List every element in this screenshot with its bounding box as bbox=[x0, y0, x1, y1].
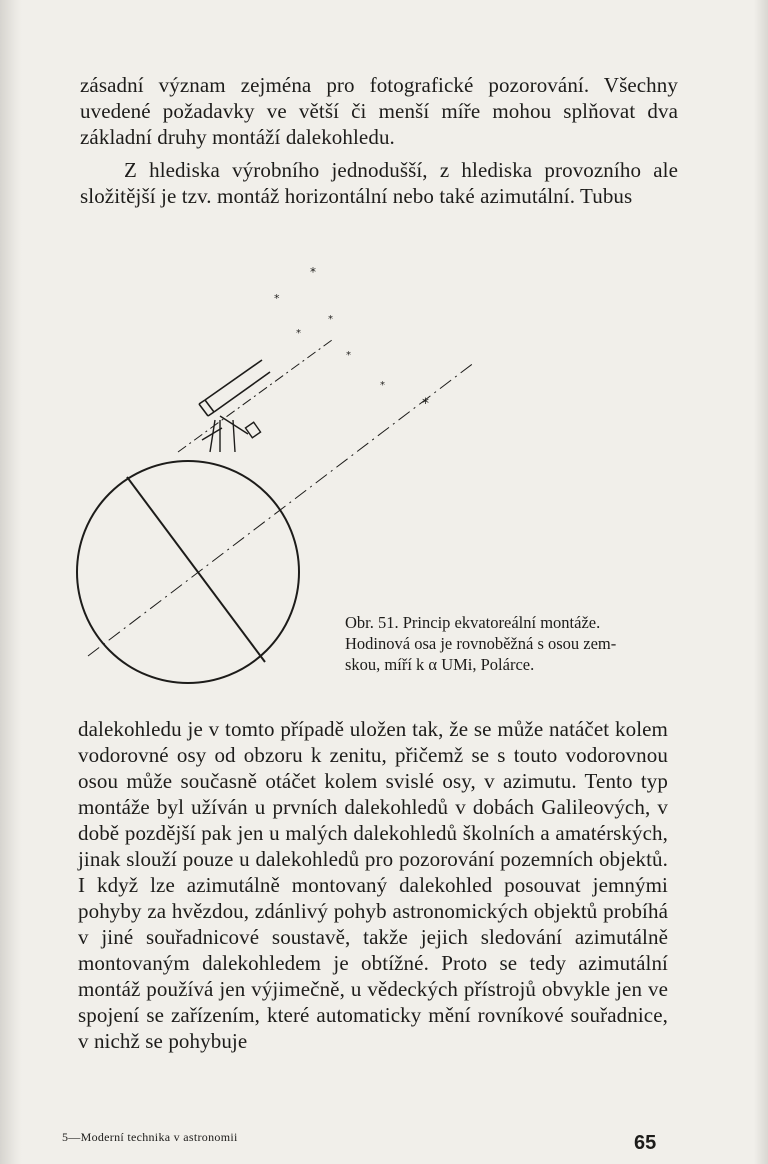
earth-circle bbox=[77, 461, 299, 683]
page-edge-left bbox=[0, 0, 22, 1164]
telescope-mount bbox=[202, 416, 261, 452]
figure-caption bbox=[345, 612, 675, 675]
star-icon: * bbox=[274, 292, 280, 305]
running-footer-title: 5—Moderní technika v astronomii bbox=[62, 1130, 238, 1144]
star-icon: * bbox=[296, 328, 301, 339]
page-edge-right bbox=[754, 0, 768, 1164]
stars bbox=[274, 265, 429, 412]
paragraph-bottom: dalekohledu je v tomto případě uložen tak, že se může natáčet kolem vodorovné osy od obzoru k zenitu, přičemž se s touto vodorovnou osou může současně otáčet kolem svislé osy, v azimutu. Tento typ montáže byl užíván u prvních dalekohledů v dobách Galileových, v době pozdější pak jen u malých dalekohledů školních a amatérských, jinak slouží pouze u dalekohledů pro pozorování pozemních objektů. I když lze azimutálně montovaný dalekohled posouvat jemnými pohyby za hvězdou, zdánlivý pohyb astronomických objektů probíhá v jiné souřadnicové soustavě, takže jejich sledování azimutálně montovaným dalekohledem je obtížné. Proto se tedy azimutální montáž používá jen výjimečně, u vědeckých přístrojů obvykle jen ve spojení se zařízením, které automaticky mění rovníkové souřadnice, v nichž se pohybuje bbox=[78, 717, 668, 1053]
earth-axis-line bbox=[127, 477, 265, 662]
star-icon: * bbox=[346, 350, 351, 361]
caption-line: skou, míří k α UMi, Polárce. bbox=[345, 655, 535, 674]
star-icon-polaris: * bbox=[422, 396, 429, 412]
paragraph-top: zásadní význam zejména pro fotografické pozorování. Všechny uvedené požadavky ve větší či menší míře mohou splňovat dva základní druhy montáží dalekohledu. bbox=[80, 73, 678, 149]
star-icon: * bbox=[328, 314, 333, 325]
star-icon: * bbox=[380, 380, 385, 391]
telescope-tube bbox=[199, 360, 270, 416]
caption-line: Hodinová osa je rovnoběžná s osou zem- bbox=[345, 634, 617, 653]
caption-line: Obr. 51. Princip ekvatoreální montáže. bbox=[345, 613, 601, 632]
star-icon: * bbox=[310, 265, 316, 279]
page-number: 65 bbox=[634, 1132, 657, 1154]
paragraph-montaz-horizontalni: Z hlediska výrobního jednodušší, z hlediska provozního ale složitější je tzv. montáž horizontální nebo také azimutální. Tubus bbox=[80, 158, 678, 208]
